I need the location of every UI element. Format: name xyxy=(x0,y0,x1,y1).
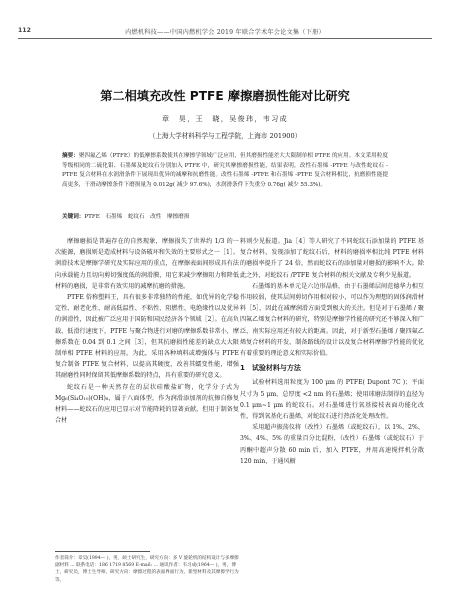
paragraph: PTFE 俗称塑料王，具有很多非常独特的性能，如优异的化学稳定性、耐老化性、耐高低温性、不粘性、阻燃性、电绝缘性以及优异的润滑性，因此被广泛应用于国防和国民经济各个领域［2］。在高负载、低滑行速度下，PTFE 与聚合物进行对磨的摩擦系数非常小，摩擦系数在 0.04 到 0.1 之间［3］，但其抗磨损性能差的缺点大大限制单相 PTFE 材料的应用。为此，采用各种填料或增强体与 PTFE 复合制备 PTFE 复合材料，以提高其硬度，改善其蠕变性能，增强其耐磨性同时保留其低摩擦系数的特点，具有重要的研究意义。 xyxy=(55,294,239,380)
running-header xyxy=(18,24,432,38)
abstract-label: 摘要： xyxy=(62,153,79,159)
right-column xyxy=(240,236,424,467)
keywords xyxy=(62,212,388,220)
section-heading: 1 试验材料与方法 xyxy=(240,364,301,373)
paragraph: 料则少见报道。Jia［4］等人研究了不同蛇纹石添加量的 PTFE 基复合材料，发现添加了蛇纹石后，材料的磨损率相比纯 PTFE 材料的磨损率提升了 24 倍，然而蛇纹石的添加量对磨损的影响不大。除此之外，对蛇纹石 /PTFE 复合材料的相关文献及专利少见报道。 xyxy=(240,238,424,279)
author-footnote: 作者简介：章昊(1994— )，男，硕士研究生，研究方向：多 V 旋轮机的结构设计与多摩擦副材料 ... 联系电话：186 1719 8569 E-mail: ... 通讯作者：韦习成(1964— )，男，博士，研究员，博士生导师，研究方向：摩擦过程的表面界面行为、新型材料及其摩擦学行为等。 xyxy=(55,556,239,583)
page-number: 112 xyxy=(18,27,31,34)
paragraph: 蛇纹石是一种天然存在的层状硅酸盐矿物，化学分子式为 Mg₆(Si₄O₁₀)(OH)₈，属于八面体型，作为润滑添加剂的抗擦自修复材料——蛇纹石的应用已显示对节能降耗的显著贡献，但用于制备复合材 xyxy=(55,383,239,425)
paragraph: 石墨烯的基本单元是六边形晶格，由于石墨烯层间范德华力相互作用较弱，使其层间剪切作用相对较小，可以作为理想的固体润滑材料［5］，因此在减摩润滑方面受到极大的关注。但是对于石墨烯 / 聚四氟乙烯复合材料的研究，特别是摩擦学性能的研究还不够深入和广泛，南实际应用还有较大的距离。因此，对于新型石墨烯 / 聚四氟乙烯复合材料的开发，制备路线的设计以及复合材料摩擦学性能的优化有着重要的理论意义和实际价值。 xyxy=(240,282,424,358)
journal-title: 内燃机科技——中国内燃机学会 2019 年联合学术年会论文集（下册） xyxy=(125,29,325,36)
paragraph: 试验材料选用粒度为 100 μm 的 PTFE( Dupont 7C )；平面尺寸为 5 μm，总厚度 <2 nm 的石墨烯；使用球磨法制得的直径为 0.1 μm~1 μm 的蛇纹石。对石墨烯进行氧基接枝表面功能化改性，得到氧基化石墨烯，对蛇纹石进行热活化处理改性。 xyxy=(240,379,424,421)
header-rule xyxy=(18,38,432,39)
authors: 章 昊，王 晓，吴俊玮，韦习成 xyxy=(162,115,288,123)
keywords-label: 关键词： xyxy=(62,214,85,220)
paragraph: 摩擦磨损是普遍存在的自然现象，摩擦损失了世界约 1/3 的一次能源，磨损则是造成材料与设备破坏和失效的主要形式之一［1］。润滑技术是摩擦学研究及实际应用的重点，在摩擦表面间形成具有法向承载能力且切向剪切强度低的润滑膜，用它来减少摩擦阻力和降低材料的磨损，是非常有效实用的减摩抗磨的措施。 xyxy=(55,238,239,290)
footnote-rule xyxy=(55,551,150,552)
paper-title: 第二相填充改性 PTFE 摩擦磨损性能对比研究 xyxy=(100,89,350,103)
left-column xyxy=(55,236,239,426)
abstract-text: 聚四氟乙烯（PTFE）的低摩擦系数使其在摩擦学领域广泛应用，但其磨损性能差大大限制单相 PTFE 的应用。本文采用粒度等级相同的二硫化钼、石墨烯及蛇纹石分别加入 PTFE 中，研究其摩擦磨损性能，结果表明，改性石墨烯 -PTFE 与改性蛇纹石 -PTFE 复合材料在水润滑条件下展现出优异的减摩和抗磨性能。改性石墨烯 -PTFE 和石墨烯 -PTFE 复合材料相比，抗磨损性能提高更多，干滑动摩擦条件下磨损量为 0.012g( 减少 97.6%)，水润滑条件下失重分 0.76g( 减少 55.3%)。 xyxy=(62,153,388,188)
paragraph: 采用超声振荡仪将（改性）石墨烯（或蛇纹石），以 1%、2%、3%、4%、5% 的重量百分比混粉，（改性）石墨烯（或蛇纹石）于丙酮中超声分散 60 min 后，加入 PTFE，并用高速搅拌机分散 120 min，于通风橱 xyxy=(240,424,424,465)
affiliation: （上海大学材料科学与工程学院，上海市 201900） xyxy=(148,132,302,140)
abstract xyxy=(62,152,388,190)
keywords-text: PTFE 石墨烯 蛇纹石 改性 摩擦磨损 xyxy=(84,214,190,220)
